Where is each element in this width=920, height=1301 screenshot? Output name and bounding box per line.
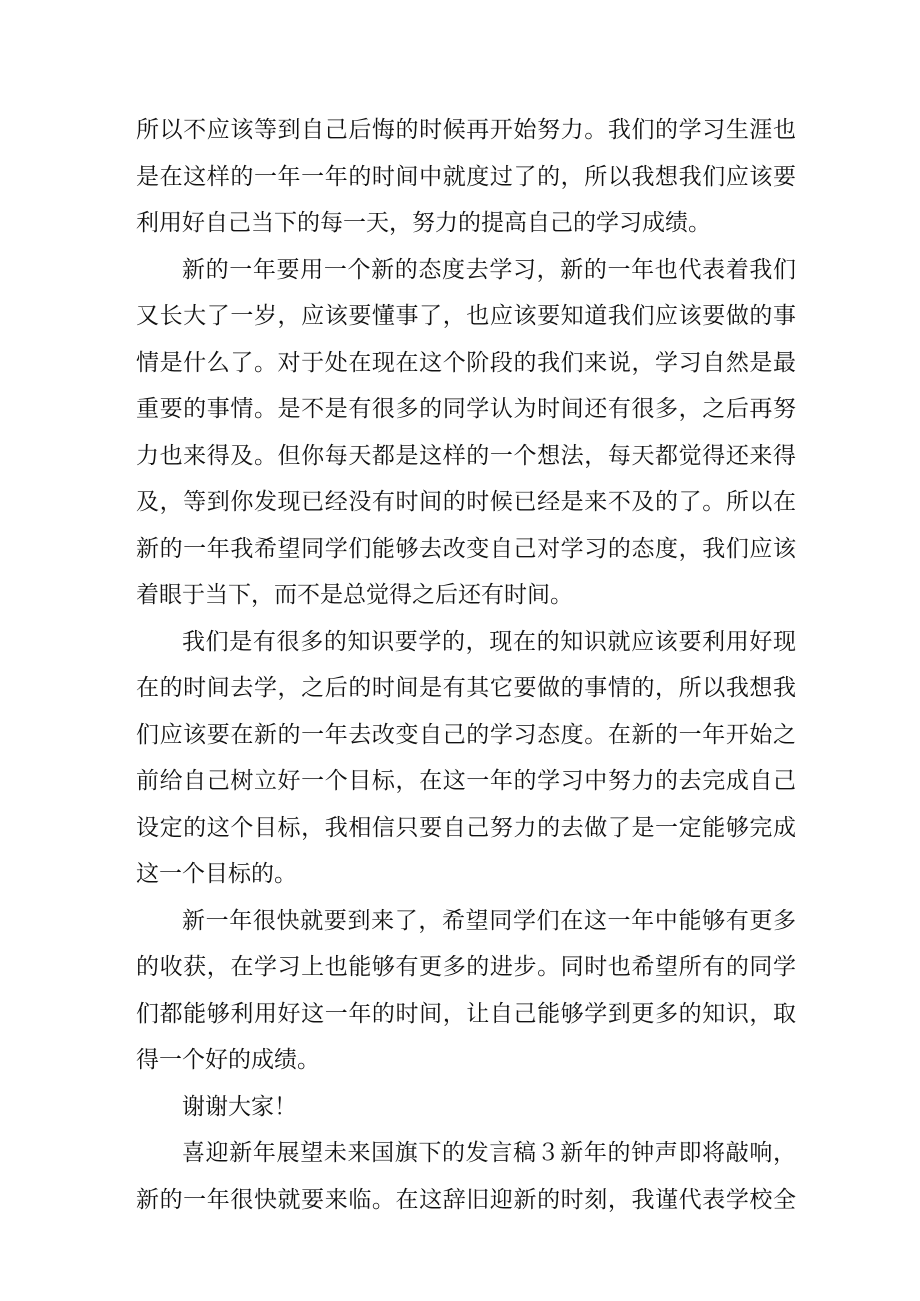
text-line: 情是什么了。对于处在现在这个阶段的我们来说，学习自然是最 (136, 349, 796, 376)
text-line: 利用好自己当下的每一天，努力的提高自己的学习成绩。 (136, 210, 711, 236)
text-line: 们应该要在新的一年去改变自己的学习态度。在新的一年开始之 (136, 721, 796, 748)
paragraph-first-line: 我们是有很多的知识要学的，现在的知识就应该要利用好现 (182, 628, 796, 655)
text-line: 及，等到你发现已经没有时间的时候已经是来不及的了。所以在 (136, 489, 796, 515)
text-line: 又长大了一岁，应该要懂事了，也应该要知道我们应该要做的事 (136, 303, 796, 329)
document-body (136, 107, 796, 1223)
text-line: 是在这样的一年一年的时间中就度过了的，所以我想我们应该要 (136, 163, 796, 190)
closing-line: 谢谢大家！ (182, 1093, 297, 1120)
text-line: 新的一年很快就要来临。在这辞旧迎新的时刻，我谨代表学校全 (136, 1186, 796, 1213)
text-line: 们都能够利用好这一年的时间，让自己能够学到更多的知识，取 (136, 1000, 796, 1027)
text-line: 得一个好的成绩。 (136, 1047, 320, 1073)
text-line: 着眼于当下，而不是总觉得之后还有时间。 (136, 582, 573, 608)
text-line: 前给自己树立好一个目标，在这一年的学习中努力的去完成自己 (136, 768, 796, 794)
text-line: 所以不应该等到自己后悔的时候再开始努力。我们的学习生涯也 (136, 117, 796, 143)
text-line: 这一个目标的。 (136, 861, 297, 887)
text-line: 的收获，在学习上也能够有更多的进步。同时也希望所有的同学 (136, 954, 796, 980)
paragraph-first-line: 新的一年要用一个新的态度去学习，新的一年也代表着我们 (182, 256, 796, 283)
text-line: 新的一年我希望同学们能够去改变自己对学习的态度，我们应该 (136, 535, 796, 562)
paragraph-first-line: 喜迎新年展望未来国旗下的发言稿３新年的钟声即将敲响， (182, 1140, 796, 1166)
text-line: 力也来得及。但你每天都是这样的一个想法，每天都觉得还来得 (136, 442, 796, 469)
text-line: 设定的这个目标，我相信只要自己努力的去做了是一定能够完成 (136, 814, 796, 841)
paragraph-first-line: 新一年很快就要到来了，希望同学们在这一年中能够有更多 (182, 907, 796, 934)
text-line: 重要的事情。是不是有很多的同学认为时间还有很多，之后再努 (136, 396, 796, 422)
text-line: 在的时间去学，之后的时间是有其它要做的事情的，所以我想我 (136, 675, 796, 701)
